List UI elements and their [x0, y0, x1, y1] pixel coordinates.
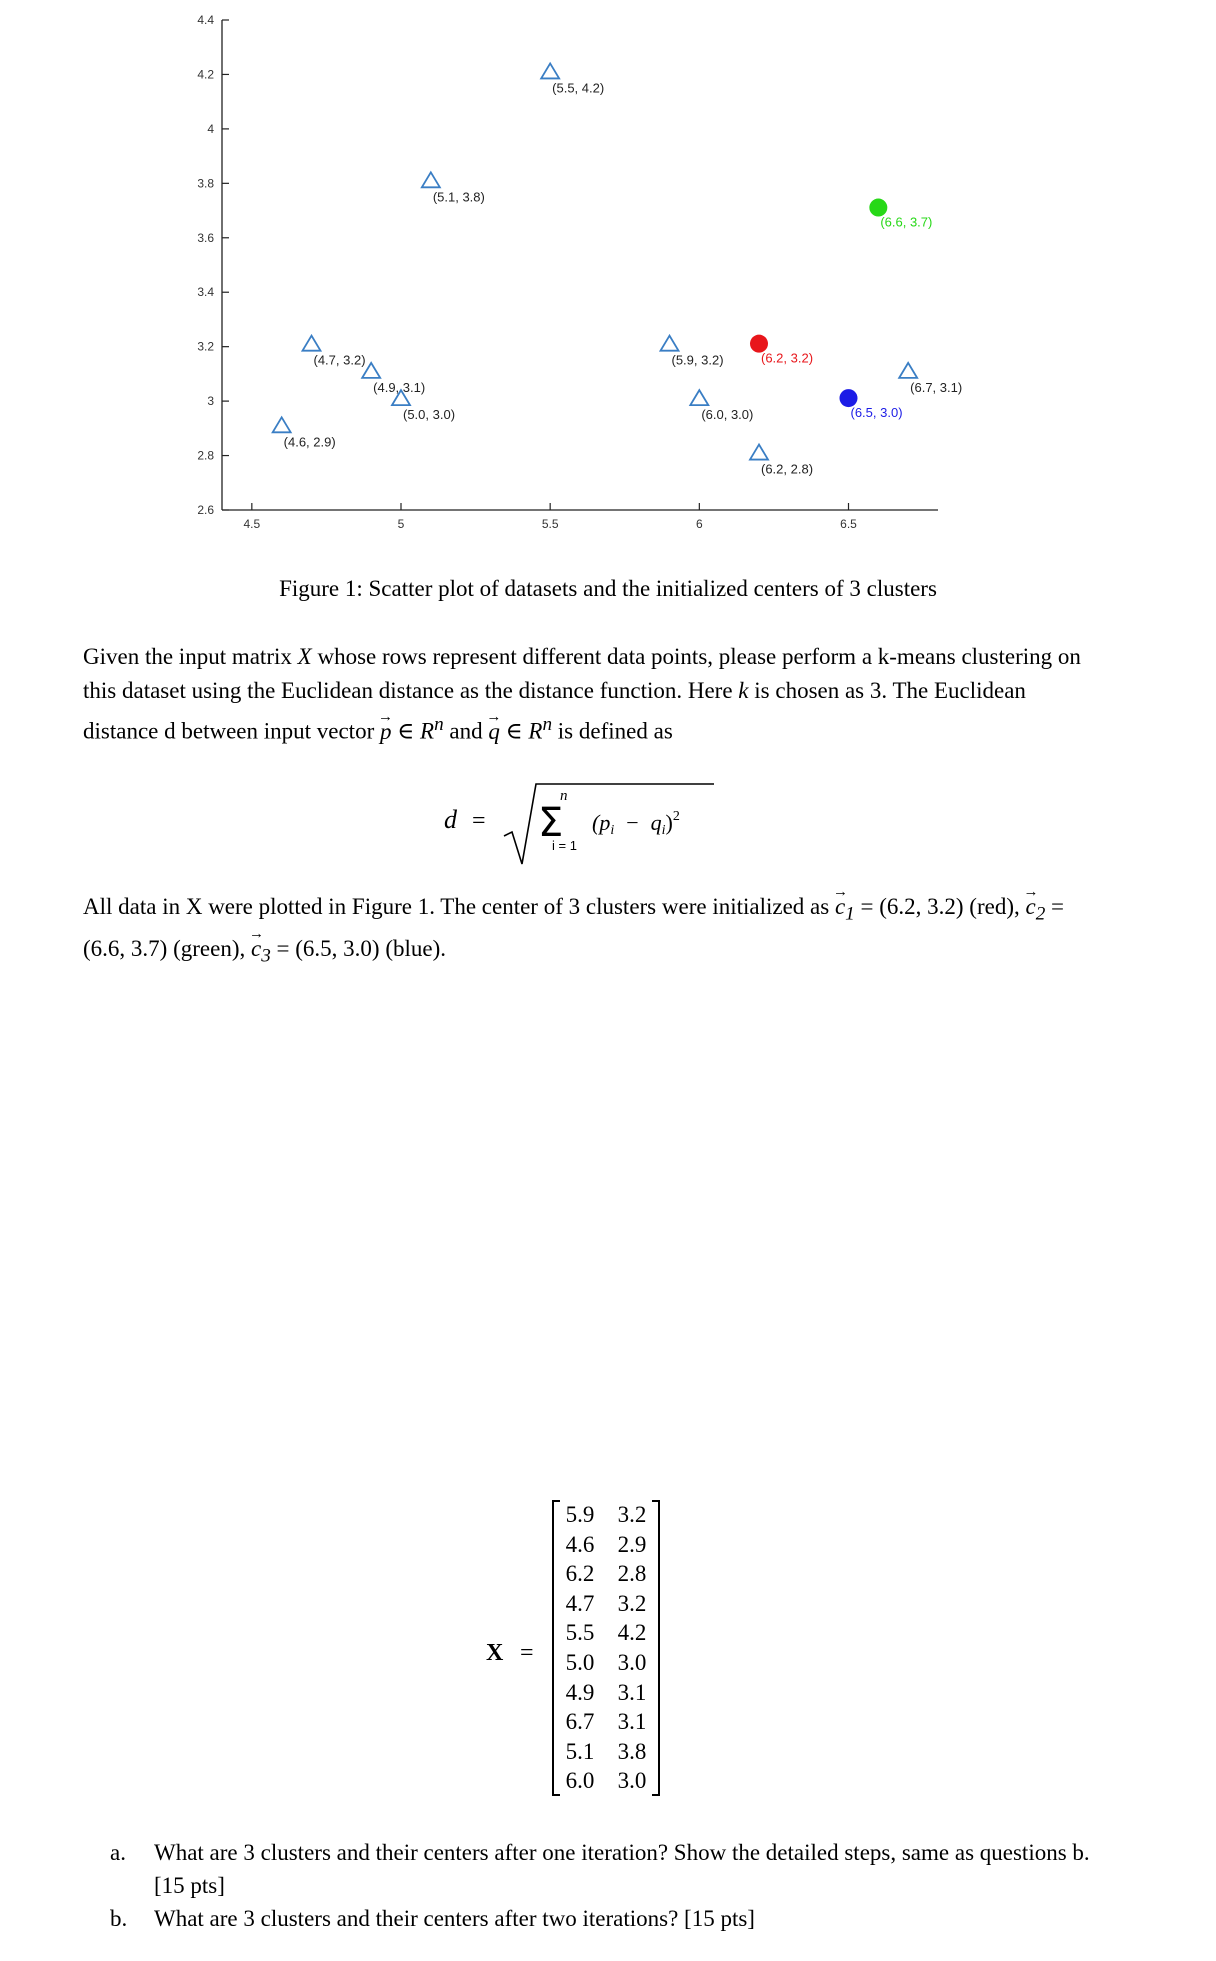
data-point-label: (4.9, 3.1) — [373, 379, 426, 395]
center-c2-symbol: → $c_2$ — [1025, 890, 1045, 932]
matrix-body — [552, 1500, 660, 1796]
matrix-cell: 5.1 — [565, 1738, 595, 1764]
data-point-marker — [661, 336, 679, 351]
question-b — [110, 1902, 1090, 1935]
data-point-label: (5.0, 3.0) — [403, 407, 456, 423]
question-a — [110, 1836, 1090, 1902]
real-space-2-exp: n — [542, 714, 553, 735]
center-c3-value: = (6.5, 3.0) — [270, 935, 380, 961]
data-point-label: (6.7, 3.1) — [910, 379, 963, 395]
matrix-row — [554, 1530, 658, 1560]
intro-k-symbol: k — [738, 678, 749, 703]
data-point-marker — [303, 336, 321, 351]
formula-upper: n — [560, 788, 568, 804]
y-tick-label: 2.6 — [197, 503, 214, 517]
question-text: What are 3 clusters and their centers after two iterations? [15 pts] — [154, 1906, 755, 1931]
intro-text-5: and — [443, 718, 489, 744]
center-c2-value: = (6.6, 3.7) — [83, 894, 1065, 961]
matrix-label: X — [486, 1640, 504, 1666]
matrix-row — [554, 1589, 658, 1619]
y-tick-label: 3 — [207, 394, 214, 409]
matrix-cell: 3.0 — [617, 1649, 647, 1675]
matrix-row — [554, 1766, 658, 1796]
matrix-cell: 3.1 — [617, 1679, 647, 1705]
matrix-row — [554, 1648, 658, 1678]
vector-p: → p — [380, 715, 392, 749]
matrix-cell: 5.0 — [565, 1649, 595, 1675]
matrix-cell: 4.7 — [565, 1590, 595, 1616]
matrix-row — [554, 1707, 658, 1737]
matrix-cell: 3.2 — [617, 1590, 647, 1616]
data-point-marker — [750, 445, 768, 460]
matrix-cell: 3.0 — [617, 1768, 647, 1794]
matrix-cell: 3.8 — [617, 1738, 647, 1764]
matrix-cell: 4.2 — [617, 1620, 647, 1646]
matrix-row — [554, 1678, 658, 1708]
intro-matrix-symbol: X — [297, 644, 312, 669]
intro-text-7: is defined as — [552, 718, 673, 744]
data-matrix — [486, 1500, 686, 1800]
formula-d: d — [444, 805, 457, 834]
data-point-marker — [899, 363, 917, 378]
centers-text-1: All data in X were plotted in Figure 1. The center of 3 clusters were initialized as — [83, 894, 835, 919]
data-point-marker — [690, 390, 708, 405]
matrix-cell: 5.9 — [565, 1502, 595, 1527]
matrix-cell: 5.5 — [565, 1620, 595, 1646]
y-tick-label: 2.8 — [197, 448, 214, 463]
data-point-label: (5.1, 3.8) — [432, 189, 485, 205]
x-tick-label: 5.5 — [541, 517, 559, 531]
center-c1-symbol: → $c_1$ — [835, 890, 855, 932]
matrix-cell: 6.0 — [565, 1768, 595, 1794]
centers-paragraph — [83, 890, 1083, 973]
formula-sigma: Σ — [538, 800, 564, 846]
centers-text-4: (blue). — [379, 935, 446, 961]
real-space-1: R — [420, 718, 435, 744]
centers-text-2: (red), — [963, 894, 1026, 919]
center-c3-symbol: → $c_3$ — [251, 932, 271, 974]
matrix-cell: 4.9 — [565, 1679, 595, 1705]
intro-text-3: is chosen as 3. The Euclidean distance d between input vector — [83, 678, 1026, 744]
y-tick-label: 4.4 — [197, 13, 214, 27]
y-tick-label: 3.6 — [197, 230, 214, 245]
center-label: (6.5, 3.0) — [850, 405, 903, 421]
center-c1-value: = (6.2, 3.2) — [854, 894, 964, 919]
y-tick-label: 4.2 — [197, 67, 214, 82]
matrix-cell: 2.8 — [617, 1561, 647, 1587]
x-tick-label: 5 — [397, 517, 405, 531]
question-text: What are 3 clusters and their centers after one iteration? Show the detailed steps, same as questions b. [15 pts] — [154, 1840, 1090, 1898]
data-point-label: (4.7, 3.2) — [313, 352, 366, 368]
matrix-row — [554, 1737, 658, 1767]
matrix-row — [554, 1500, 658, 1530]
x-tick-label: 6 — [695, 517, 703, 531]
intro-paragraph — [83, 640, 1083, 749]
data-point-label: (5.5, 4.2) — [552, 80, 605, 96]
intro-text-1: Given the input matrix — [83, 644, 298, 669]
data-point-marker — [422, 172, 440, 187]
vector-q: → q — [488, 715, 500, 749]
matrix-cell: 6.2 — [565, 1561, 595, 1587]
formula-body: (pi − qi)$^2$ — [592, 809, 680, 838]
matrix-equals: = — [520, 1640, 534, 1666]
center-label: (6.6, 3.7) — [880, 214, 933, 230]
x-tick-label: 4.5 — [243, 517, 261, 531]
centers-text-3: (green), — [167, 935, 251, 961]
intro-text-6: ∈ — [499, 718, 529, 744]
y-tick-label: 3.2 — [197, 339, 214, 354]
data-point-label: (5.9, 3.2) — [671, 352, 724, 368]
real-space-1-exp: n — [434, 714, 444, 735]
data-point-marker — [541, 63, 559, 78]
intro-text-2: whose rows represent different data points, please perform a k-means clustering on this dataset using the Euclidean distance as the distance function. Here — [83, 644, 1081, 703]
data-point-label: (6.2, 2.8) — [761, 461, 814, 477]
matrix-cell: 4.6 — [565, 1531, 595, 1557]
y-tick-label: 3.4 — [197, 285, 214, 300]
formula-eq: = — [472, 808, 486, 834]
formula-lower: i = 1 — [552, 838, 577, 853]
y-tick-label: 3.8 — [197, 176, 214, 191]
scatter-chart — [0, 0, 1216, 560]
matrix-cell: 6.7 — [565, 1709, 595, 1735]
data-point-marker — [273, 417, 291, 432]
euclidean-distance-formula — [440, 778, 800, 868]
data-point-label: (4.6, 2.9) — [283, 434, 336, 450]
question-letter: a. — [110, 1840, 126, 1865]
intro-text-4: ∈ — [391, 718, 421, 744]
matrix-row — [554, 1618, 658, 1648]
figure-caption: Figure 1: Scatter plot of datasets and the initialized centers of 3 clusters — [279, 576, 937, 601]
real-space-2: R — [528, 718, 543, 744]
data-point-label: (6.0, 3.0) — [701, 407, 754, 423]
y-tick-label: 4 — [207, 121, 214, 136]
formula-svg — [440, 778, 800, 868]
matrix-cell: 3.2 — [617, 1502, 647, 1527]
x-tick-label: 6.5 — [840, 517, 857, 531]
question-letter: b. — [110, 1906, 128, 1931]
center-label: (6.2, 3.2) — [761, 350, 814, 366]
matrix-cell: 2.9 — [617, 1531, 647, 1557]
matrix-row — [554, 1559, 658, 1589]
questions-list — [110, 1836, 1090, 1935]
scatter-plot-svg — [0, 0, 1216, 560]
matrix-cell: 3.1 — [617, 1709, 647, 1735]
